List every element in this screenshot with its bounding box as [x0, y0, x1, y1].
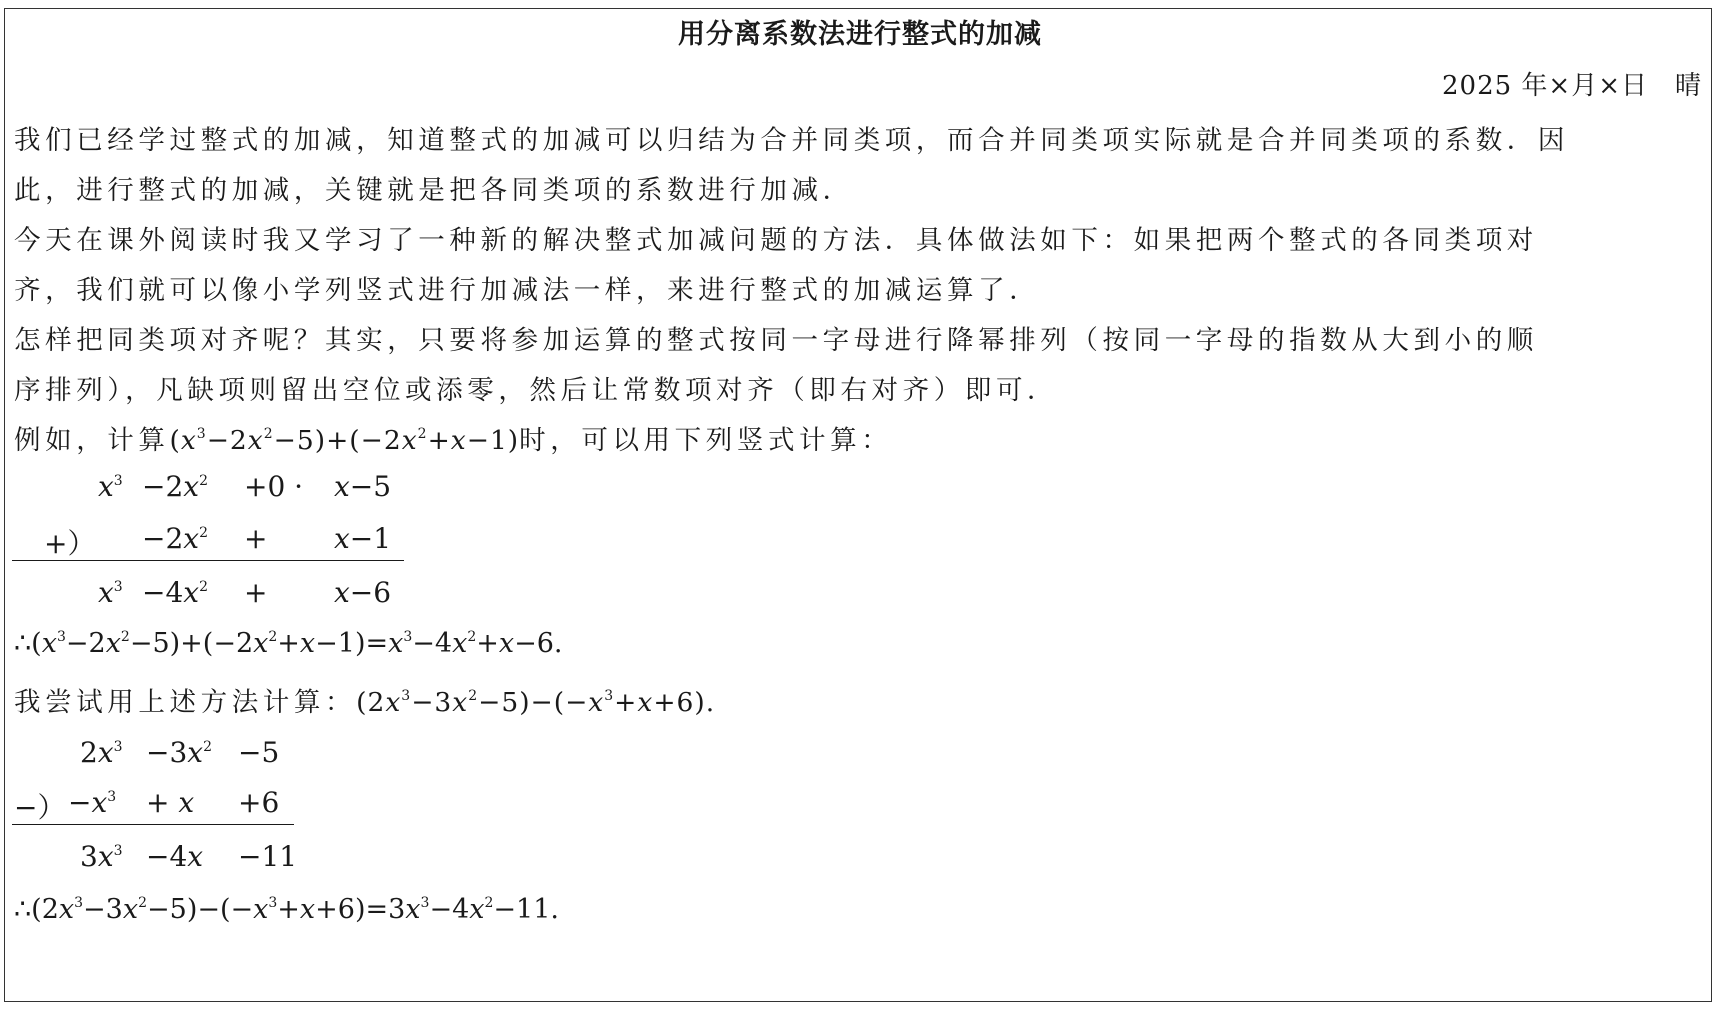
paragraph-3-line-1: 怎样把同类项对齐呢？其实，只要将参加运算的整式按同一字母进行降幂排列（按同一字母的指数从大到小的顺 — [14, 325, 1538, 356]
example-2-intro — [14, 680, 715, 719]
example-1-conclusion: $\therefore(x^3-2x^2-5)+(-2x^2+x-1)=x^3-4x^2+x-6$. — [14, 628, 563, 659]
example-2-row-1-term-1: $2x^3$ — [80, 736, 123, 769]
example-1-row-1-term-3: +0 · — [244, 470, 304, 503]
example-2-row-3-term-3: −11 — [238, 840, 298, 873]
example-1-intro-suffix: 时，可以用下列竖式计算： — [519, 425, 893, 456]
paragraph-2-line-1: 今天在课外阅读时我又学习了一种新的解决整式加减问题的方法．具体做法如下：如果把两个整式的各同类项对 — [14, 225, 1538, 256]
example-1-row-3-term-4: x−6 — [334, 576, 392, 609]
paragraph-1-line-2: 此，进行整式的加减，关键就是把各同类项的系数进行加减． — [14, 175, 854, 206]
example-1-row-2-term-2: $-2x^2$ — [142, 522, 208, 555]
example-2-row-2-term-3: +6 — [238, 786, 280, 819]
example-2-operator-minus: −） — [14, 791, 66, 824]
example-1-row-1-term-4: x−5 — [334, 470, 392, 503]
example-2-expression: $(2x^3-3x^2-5)-(-x^3+x+6)$. — [356, 687, 716, 718]
example-1-row-3-term-3: + — [244, 576, 268, 609]
example-2-row-3-term-2: −4x — [146, 840, 204, 873]
example-2-conclusion: $\therefore(2x^3-3x^2-5)-(-x^3+x+6)=3x^3-4x^2-11$. — [14, 894, 559, 925]
example-1-row-3-term-2: $-4x^2$ — [142, 576, 208, 609]
paragraph-3-line-2: 序排列），凡缺项则留出空位或添零，然后让常数项对齐（即右对齐）即可． — [14, 375, 1059, 406]
example-1-operator-plus: +） — [44, 527, 96, 560]
example-2-row-1-term-3: −5 — [238, 736, 280, 769]
example-1-intro — [14, 418, 892, 457]
example-2-row-1-term-2: $-3x^2$ — [146, 736, 212, 769]
page-title: 用分离系数法进行整式的加减 — [678, 19, 1042, 50]
example-1-row-2-term-4: x−1 — [334, 522, 392, 555]
paragraph-1-line-1: 我们已经学过整式的加减，知道整式的加减可以归结为合并同类项，而合并同类项实际就是合并同类项的系数．因 — [14, 125, 1569, 156]
example-1-row-1-term-2: $-2x^2$ — [142, 470, 208, 503]
example-1-sum-rule — [12, 560, 404, 561]
example-2-row-3-term-1: $3x^3$ — [80, 840, 123, 873]
paragraph-2-line-2: 齐，我们就可以像小学列竖式进行加减法一样，来进行整式的加减运算了． — [14, 275, 1041, 306]
example-1-expression: $(x^3-2x^2-5)+(-2x^2+x-1)$ — [169, 425, 520, 456]
example-1-row-1-term-1: $x^3$ — [98, 470, 123, 503]
example-2-row-2-term-1: $-x^3$ — [68, 786, 117, 819]
example-1-row-2-term-3: + — [244, 522, 268, 555]
example-1-row-3-term-1: $x^3$ — [98, 576, 123, 609]
date-weather-line: 2025 年×月×日 晴 — [1441, 71, 1702, 101]
example-1-intro-prefix: 例如，计算 — [14, 425, 170, 456]
example-2-difference-rule — [12, 824, 294, 825]
example-2-row-2-term-2: + x — [146, 786, 195, 819]
example-2-intro-prefix: 我尝试用上述方法计算： — [14, 687, 357, 718]
